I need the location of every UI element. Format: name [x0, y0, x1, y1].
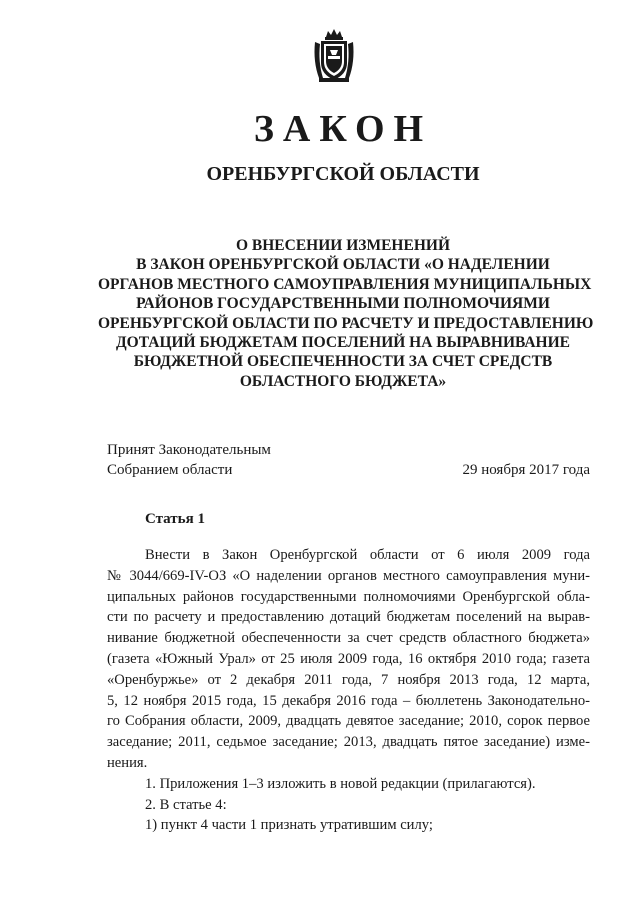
- paragraph-line: «Оренбуржье» от 2 декабря 2011 года, 7 ноября 2013 года, 12 марта,: [107, 671, 590, 688]
- paragraph-line: ципальных районов государственными полномочиями Оренбургской обла-: [107, 588, 590, 605]
- article-item: 1) пункт 4 части 1 признать утратившим силу;: [145, 817, 433, 834]
- paragraph-line: Внести в Закон Оренбургской области от 6 июля 2009 года: [145, 547, 590, 563]
- article-paragraph: [107, 545, 590, 774]
- paragraph-line: заседание; 2011, седьмое заседание; 2013, двадцать пятое заседание) изме-: [107, 734, 590, 751]
- paragraph-line: (газета «Южный Урал» от 25 июля 2009 года, 16 октября 2010 года; газета: [107, 650, 590, 667]
- article-body: [107, 545, 590, 836]
- paragraph-line: нивание бюджетной обеспеченности за счет средств областного бюджета»: [107, 630, 590, 647]
- coat-of-arms-icon: [311, 28, 357, 84]
- paragraph-line: № 3044/669-IV-ОЗ «О наделении органов местного самоуправления муни-: [107, 567, 590, 584]
- law-name-line: БЮДЖЕТНОЙ ОБЕСПЕЧЕННОСТИ ЗА СЧЕТ СРЕДСТВ: [133, 353, 553, 371]
- law-name-line: ДОТАЦИЙ БЮДЖЕТАМ ПОСЕЛЕНИЙ НА ВЫРАВНИВАНИЕ: [115, 334, 571, 352]
- adoption-date: 29 ноября 2017 года: [462, 462, 590, 478]
- document-subtitle: ОРЕНБУРГСКОЙ ОБЛАСТИ: [206, 163, 480, 185]
- paragraph-line: сти по расчету и предоставлению дотаций бюджетам поселений на вырав-: [107, 609, 590, 626]
- document-title: ЗАКОН: [253, 108, 433, 150]
- paragraph-line: 5, 12 ноября 2015 года, 15 декабря 2016 года – бюллетень Законодательно-: [107, 692, 590, 709]
- adoption-note: [107, 440, 271, 480]
- law-name-line: В ЗАКОН ОРЕНБУРГСКОЙ ОБЛАСТИ «О НАДЕЛЕНИИ: [136, 256, 550, 274]
- paragraph-line: го Собрания области, 2009, двадцать девятое заседание; 2010, сорок первое: [107, 713, 590, 730]
- article-item: 2. В статье 4:: [145, 796, 227, 813]
- law-name-line: ОБЛАСТНОГО БЮДЖЕТА»: [239, 372, 447, 390]
- article-item: 1. Приложения 1–3 изложить в новой редакции (прилагаются).: [145, 775, 536, 792]
- paragraph-line: нения.: [107, 754, 148, 771]
- article-heading: Статья 1: [145, 511, 205, 527]
- law-name-line: О ВНЕСЕНИИ ИЗМЕНЕНИЙ: [235, 237, 450, 254]
- adoption-note-line: Собранием области: [107, 462, 233, 478]
- law-name-line: РАЙОНОВ ГОСУДАРСТВЕННЫМИ ПОЛНОМОЧИЯМИ: [136, 295, 550, 313]
- law-name: [98, 236, 594, 391]
- adoption-note-line: Принят Законодательным: [107, 442, 271, 458]
- law-name-line: ОРГАНОВ МЕСТНОГО САМОУПРАВЛЕНИЯ МУНИЦИПАЛЬНЫХ: [98, 275, 592, 293]
- law-name-line: ОРЕНБУРГСКОЙ ОБЛАСТИ ПО РАСЧЕТУ И ПРЕДОСТАВЛЕНИЮ: [98, 314, 594, 332]
